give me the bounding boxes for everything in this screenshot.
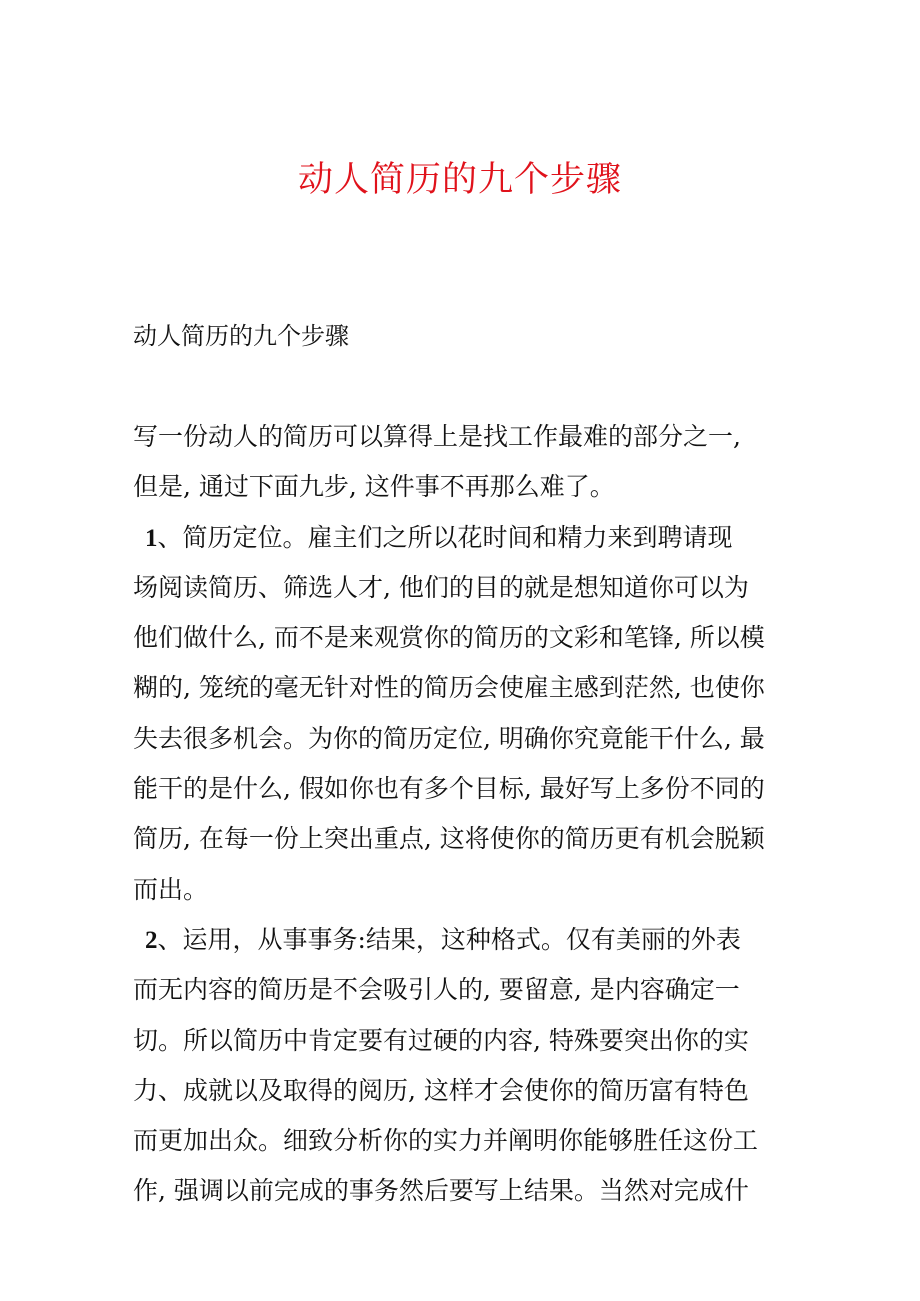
step-2-number: 2 xyxy=(145,926,158,954)
document-subtitle: 动人简历的九个步骤 xyxy=(133,322,349,350)
step-1-line: 他们做什么, 而不是来观赏你的简历的文彩和笔锋, 所以模 xyxy=(133,623,765,653)
step-2-line: 切。所以简历中肯定要有过硬的内容, 特殊要突出你的实 xyxy=(133,1025,749,1055)
step-2-line: 力、成就以及取得的阅历, 这样才会使你的简历富有特色 xyxy=(133,1075,749,1105)
step-1-line: 简历, 在每一份上突出重点, 这将使你的简历更有机会脱颖 xyxy=(133,824,765,854)
step-1-line: 失去很多机会。为你的简历定位, 明确你究竟能干什么, 最 xyxy=(133,723,765,753)
step-2-line: 作, 强调以前完成的事务然后要写上结果。当然对完成什 xyxy=(133,1176,749,1206)
step-2-line: 而更加出众。细致分析你的实力并阐明你能够胜任这份工 xyxy=(133,1126,759,1156)
step-2-line: 而无内容的简历是不会吸引人的, 要留意, 是内容确定一 xyxy=(133,975,740,1005)
intro-line: 但是, 通过下面九步, 这件事不再那么难了。 xyxy=(133,472,615,502)
step-1-line: 糊的, 笼统的毫无针对性的简历会使雇主感到茫然, 也使你 xyxy=(133,673,765,703)
step-1-first-line xyxy=(133,513,793,563)
step-2-heading-text: 、运用，从事事务:结果，这种格式。仅有美丽的外表 xyxy=(157,924,741,954)
intro-line: 写一份动人的简历可以算得上是找工作最难的部分之一, xyxy=(133,422,741,451)
step-1-heading-text: 、简历定位。雇主们之所以花时间和精力来到聘请现 xyxy=(157,522,733,552)
step-2-first-line xyxy=(133,915,793,965)
step-1-number: 1 xyxy=(145,524,158,552)
document-body xyxy=(133,412,793,1217)
step-1-line: 能干的是什么, 假如你也有多个目标, 最好写上多份不同的 xyxy=(133,774,765,804)
document-title: 动人简历的九个步骤 xyxy=(297,160,622,200)
step-1-line: 场阅读简历、筛选人才, 他们的目的就是想知道你可以为 xyxy=(133,572,749,602)
step-1-line: 而出。 xyxy=(133,874,209,904)
